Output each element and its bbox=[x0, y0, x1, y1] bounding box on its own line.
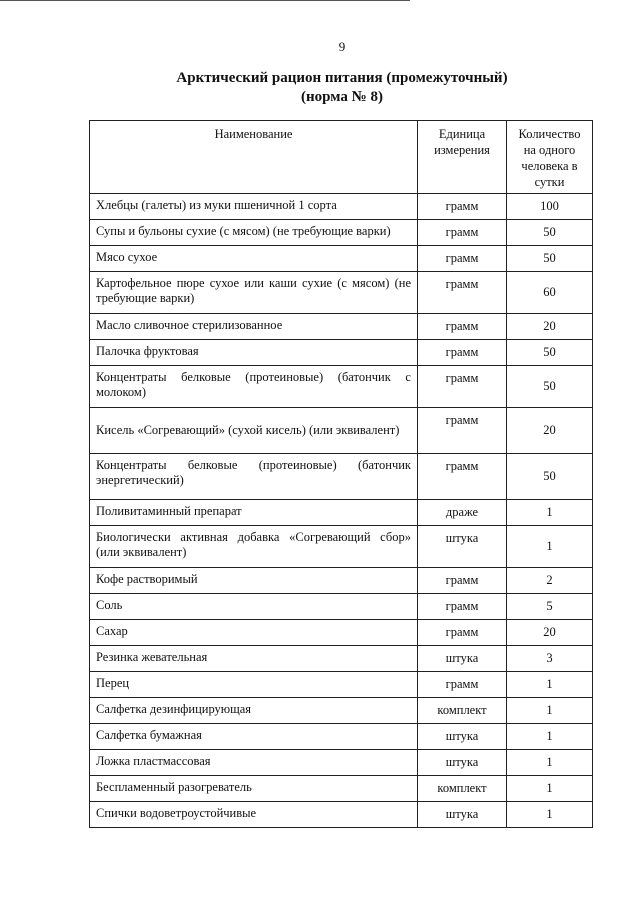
table-row bbox=[90, 594, 593, 620]
item-quantity: 1 bbox=[507, 750, 593, 776]
table-row bbox=[90, 500, 593, 526]
item-name: Сахар bbox=[90, 620, 418, 646]
table-row bbox=[90, 620, 593, 646]
item-quantity: 3 bbox=[507, 646, 593, 672]
table-row bbox=[90, 526, 593, 568]
document-title bbox=[0, 69, 640, 107]
header-quantity: Количество на одного человека в сутки bbox=[507, 121, 593, 194]
table-row bbox=[90, 724, 593, 750]
item-unit: грамм bbox=[418, 314, 507, 340]
item-unit: штука bbox=[418, 724, 507, 750]
item-name: Салфетка дезинфицирующая bbox=[90, 698, 418, 724]
table-row bbox=[90, 272, 593, 314]
item-unit: штука bbox=[418, 802, 507, 828]
item-unit: грамм bbox=[418, 194, 507, 220]
item-name: Резинка жевательная bbox=[90, 646, 418, 672]
document-title-line-2: (норма № 8) bbox=[301, 89, 383, 105]
item-quantity: 20 bbox=[507, 314, 593, 340]
item-name: Беспламенный разогреватель bbox=[90, 776, 418, 802]
item-quantity: 50 bbox=[507, 340, 593, 366]
item-unit: грамм bbox=[418, 594, 507, 620]
item-quantity: 1 bbox=[507, 672, 593, 698]
item-quantity: 2 bbox=[507, 568, 593, 594]
header-unit: Единица измерения bbox=[418, 121, 507, 194]
top-rule bbox=[0, 0, 410, 1]
table-row bbox=[90, 246, 593, 272]
item-unit: грамм bbox=[418, 340, 507, 366]
item-quantity: 20 bbox=[507, 620, 593, 646]
item-name: Хлебцы (галеты) из муки пшеничной 1 сорта bbox=[90, 194, 418, 220]
item-quantity: 1 bbox=[507, 500, 593, 526]
item-quantity: 20 bbox=[507, 408, 593, 454]
table-row bbox=[90, 776, 593, 802]
item-quantity: 1 bbox=[507, 526, 593, 568]
header-name: Наименование bbox=[90, 121, 418, 194]
item-name: Ложка пластмассовая bbox=[90, 750, 418, 776]
item-unit: грамм bbox=[418, 672, 507, 698]
item-quantity: 1 bbox=[507, 802, 593, 828]
item-name: Спички водоветроустойчивые bbox=[90, 802, 418, 828]
item-unit: грамм bbox=[418, 246, 507, 272]
table-row bbox=[90, 802, 593, 828]
item-quantity: 1 bbox=[507, 776, 593, 802]
item-quantity: 60 bbox=[507, 272, 593, 314]
item-name: Соль bbox=[90, 594, 418, 620]
item-quantity: 50 bbox=[507, 366, 593, 408]
item-unit: драже bbox=[418, 500, 507, 526]
item-unit: грамм bbox=[418, 220, 507, 246]
item-unit: грамм bbox=[418, 568, 507, 594]
item-name: Биологически активная добавка «Согревающий сбор» (или эквивалент) bbox=[90, 526, 418, 568]
table-header-row bbox=[90, 121, 593, 194]
ration-table bbox=[89, 120, 593, 828]
table-row bbox=[90, 340, 593, 366]
item-name: Концентраты белковые (протеиновые) (батончик с молоком) bbox=[90, 366, 418, 408]
item-unit: грамм bbox=[418, 620, 507, 646]
item-name: Мясо сухое bbox=[90, 246, 418, 272]
table-row bbox=[90, 698, 593, 724]
table-row bbox=[90, 750, 593, 776]
item-unit: грамм bbox=[418, 408, 507, 454]
item-name: Перец bbox=[90, 672, 418, 698]
item-unit: грамм bbox=[418, 366, 507, 408]
table-row bbox=[90, 194, 593, 220]
item-name: Супы и бульоны сухие (с мясом) (не требующие варки) bbox=[90, 220, 418, 246]
item-quantity: 1 bbox=[507, 724, 593, 750]
item-unit: штука bbox=[418, 750, 507, 776]
item-unit: комплект bbox=[418, 698, 507, 724]
item-unit: грамм bbox=[418, 454, 507, 500]
item-name: Салфетка бумажная bbox=[90, 724, 418, 750]
document-title-line-1: Арктический рацион питания (промежуточный) bbox=[176, 70, 508, 86]
table-row bbox=[90, 454, 593, 500]
item-name: Кисель «Согревающий» (сухой кисель) (или эквивалент) bbox=[90, 408, 418, 454]
table-row bbox=[90, 314, 593, 340]
table-row bbox=[90, 366, 593, 408]
table-row bbox=[90, 568, 593, 594]
table-row bbox=[90, 646, 593, 672]
item-quantity: 5 bbox=[507, 594, 593, 620]
page-number: 9 bbox=[338, 39, 346, 54]
item-name: Картофельное пюре сухое или каши сухие (с мясом) (не требующие варки) bbox=[90, 272, 418, 314]
item-name: Концентраты белковые (протеиновые) (батончик энергетический) bbox=[90, 454, 418, 500]
table-row bbox=[90, 408, 593, 454]
item-quantity: 50 bbox=[507, 454, 593, 500]
item-unit: штука bbox=[418, 646, 507, 672]
item-unit: комплект bbox=[418, 776, 507, 802]
item-name: Масло сливочное стерилизованное bbox=[90, 314, 418, 340]
item-unit: штука bbox=[418, 526, 507, 568]
table-row bbox=[90, 220, 593, 246]
item-quantity: 50 bbox=[507, 220, 593, 246]
item-quantity: 1 bbox=[507, 698, 593, 724]
item-quantity: 50 bbox=[507, 246, 593, 272]
item-name: Палочка фруктовая bbox=[90, 340, 418, 366]
table-row bbox=[90, 672, 593, 698]
item-name: Кофе растворимый bbox=[90, 568, 418, 594]
item-unit: грамм bbox=[418, 272, 507, 314]
item-name: Поливитаминный препарат bbox=[90, 500, 418, 526]
item-quantity: 100 bbox=[507, 194, 593, 220]
